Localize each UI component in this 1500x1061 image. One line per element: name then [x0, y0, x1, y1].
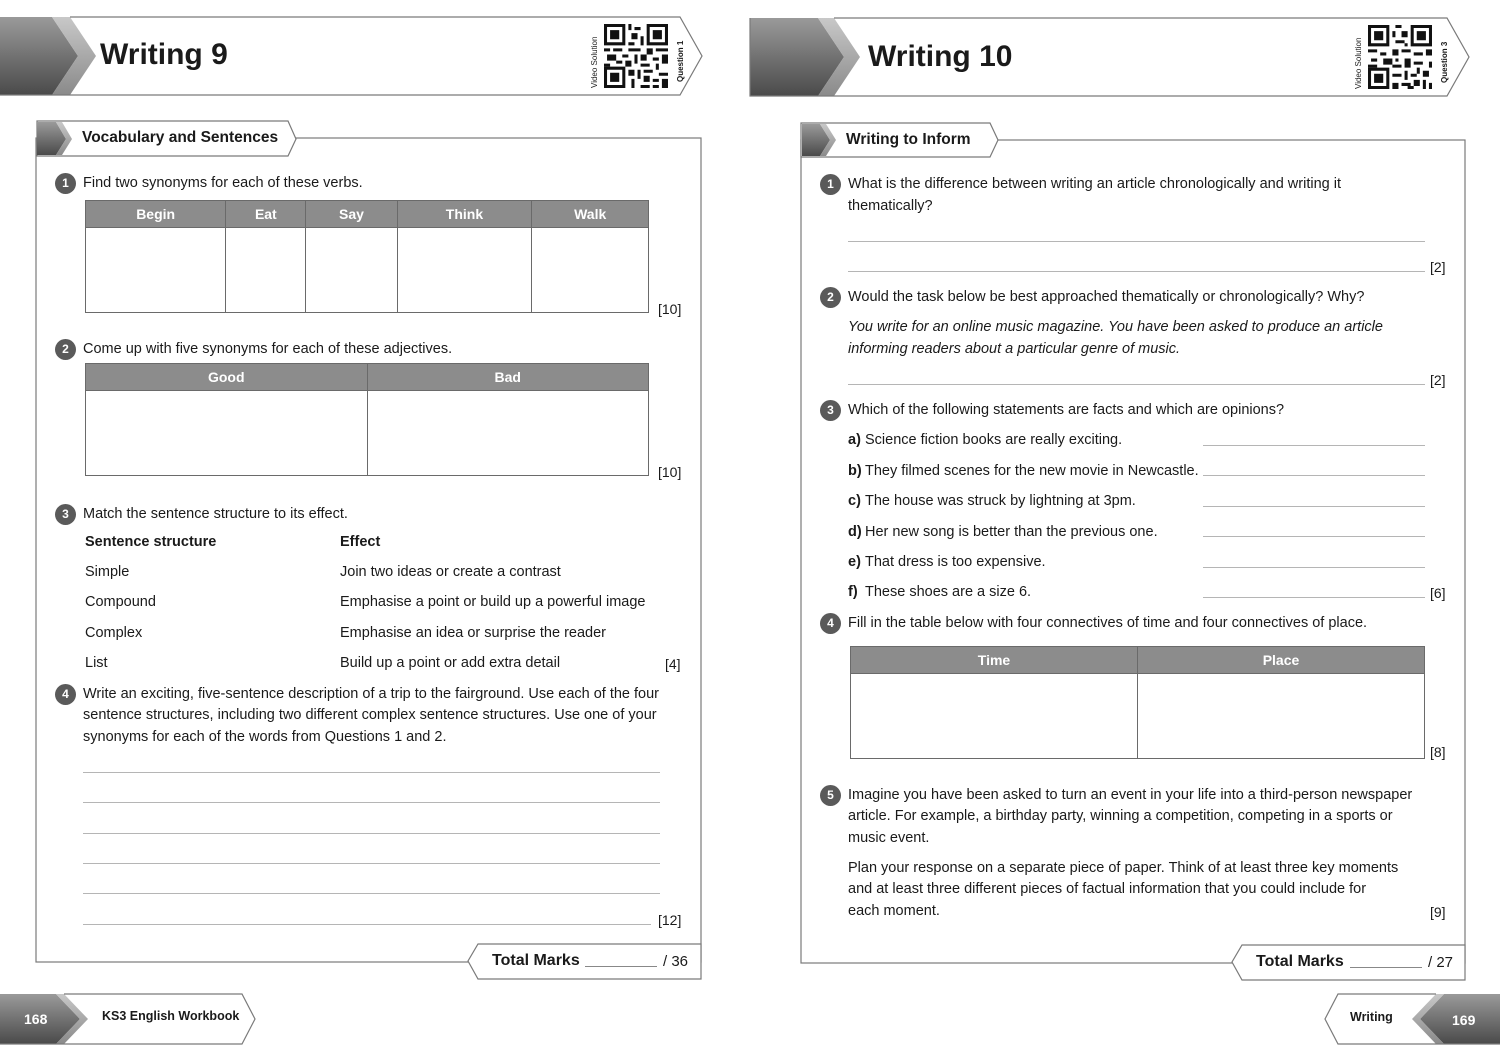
- item-letter: d): [848, 524, 862, 540]
- answer-cell[interactable]: [397, 228, 532, 313]
- page-title: Writing 10: [868, 40, 1013, 73]
- item-letter: e): [848, 554, 861, 570]
- statement-text: That dress is too expensive.: [865, 554, 1046, 570]
- structure-item: Complex: [85, 625, 143, 641]
- effect-item: Emphasise a point or build up a powerful image: [340, 594, 646, 610]
- video-solution-label: Video Solution: [1354, 37, 1363, 89]
- question-number: 2: [820, 287, 841, 308]
- table-header: Good: [86, 364, 368, 391]
- answer-line[interactable]: [1203, 445, 1425, 446]
- question-number: 5: [820, 785, 841, 806]
- question-text: thematically?: [848, 198, 933, 214]
- verbs-table: [85, 200, 649, 313]
- page-title: Writing 9: [100, 38, 228, 71]
- answer-cell[interactable]: [851, 674, 1138, 759]
- statement-text: These shoes are a size 6.: [865, 584, 1032, 600]
- table-header: Think: [397, 201, 532, 228]
- column-heading: Sentence structure: [85, 534, 217, 550]
- page-number: 168: [24, 1011, 48, 1027]
- statement-text: They filmed scenes for the new movie in Newcastle.: [865, 463, 1199, 479]
- question-text: Come up with five synonyms for each of these adjectives.: [83, 341, 453, 357]
- answer-cell[interactable]: [367, 391, 649, 476]
- item-letter: f): [848, 584, 858, 600]
- answer-cell[interactable]: [306, 228, 397, 313]
- answer-line[interactable]: [1203, 506, 1425, 507]
- answer-line[interactable]: [1203, 536, 1425, 537]
- marks-label: [6]: [1430, 585, 1446, 601]
- answer-line[interactable]: [83, 893, 660, 894]
- marks-label: [2]: [1430, 259, 1446, 275]
- question-text: Imagine you have been asked to turn an event in your life into a third-person newspaper: [848, 787, 1413, 803]
- table-header: Say: [306, 201, 397, 228]
- question-tag: Question 1: [676, 40, 685, 82]
- column-heading: Effect: [340, 534, 381, 550]
- marks-label: [12]: [658, 912, 682, 928]
- statement-text: Her new song is better than the previous one.: [865, 524, 1158, 540]
- statement-text: Science fiction books are really exciting.: [865, 432, 1123, 448]
- structure-item: Compound: [85, 594, 156, 610]
- answer-line[interactable]: [83, 924, 651, 925]
- question-tag: Question 3: [1440, 41, 1449, 83]
- question-number: 1: [820, 174, 841, 195]
- total-marks-line[interactable]: [1350, 967, 1422, 968]
- answer-line[interactable]: [848, 271, 1425, 272]
- answer-line[interactable]: [1203, 597, 1425, 598]
- question-text: Find two synonyms for each of these verbs.: [83, 175, 363, 191]
- statement-text: The house was struck by lightning at 3pm.: [865, 493, 1136, 509]
- connectives-table: [850, 646, 1425, 759]
- question-text: synonyms for each of the words from Questions 1 and 2.: [83, 729, 447, 745]
- question-number: 1: [55, 173, 76, 194]
- question-text: Which of the following statements are facts and which are opinions?: [848, 402, 1285, 418]
- item-letter: c): [848, 493, 861, 509]
- question-text: Fill in the table below with four connectives of time and four connectives of place.: [848, 615, 1368, 631]
- marks-label: [10]: [658, 464, 682, 480]
- task-text: informing readers about a particular genre of music.: [848, 341, 1181, 357]
- section-title: Writing to Inform: [846, 131, 971, 148]
- total-marks-label: Total Marks: [492, 952, 580, 969]
- marks-label: [2]: [1430, 372, 1446, 388]
- marks-label: [9]: [1430, 904, 1446, 920]
- qr-code-icon[interactable]: [1368, 24, 1432, 90]
- answer-line[interactable]: [83, 802, 660, 803]
- answer-line[interactable]: [1203, 567, 1425, 568]
- effect-item: Build up a point or add extra detail: [340, 655, 561, 671]
- question-number: 2: [55, 339, 76, 360]
- adjectives-table: [85, 363, 649, 476]
- answer-line[interactable]: [83, 772, 660, 773]
- question-text: each moment.: [848, 903, 940, 919]
- table-header: Bad: [367, 364, 649, 391]
- question-text: Write an exciting, five-sentence description of a trip to the fairground. Use each of the four: [83, 686, 660, 702]
- total-marks-label: Total Marks: [1256, 953, 1344, 970]
- question-number: 3: [55, 504, 76, 525]
- answer-line[interactable]: [83, 833, 660, 834]
- table-header: Eat: [226, 201, 306, 228]
- effect-item: Emphasise an idea or surprise the reader: [340, 625, 606, 641]
- page-number: 169: [1452, 1012, 1476, 1028]
- item-letter: b): [848, 463, 862, 479]
- answer-cell[interactable]: [1138, 674, 1425, 759]
- answer-line[interactable]: [848, 241, 1425, 242]
- qr-code-icon[interactable]: [604, 23, 668, 89]
- structure-item: Simple: [85, 564, 130, 580]
- answer-line[interactable]: [83, 863, 660, 864]
- question-text: Would the task below be best approached thematically or chronologically? Why?: [848, 289, 1365, 305]
- question-text: Plan your response on a separate piece of paper. Think of at least three key moments: [848, 860, 1399, 876]
- question-number: 4: [55, 684, 76, 705]
- question-text: article. For example, a birthday party, winning a competition, competing in a sports or: [848, 808, 1393, 824]
- answer-line[interactable]: [1203, 475, 1425, 476]
- answer-cell[interactable]: [86, 391, 368, 476]
- question-text: Match the sentence structure to its effect.: [83, 506, 348, 522]
- total-marks-value: / 36: [663, 953, 689, 970]
- question-text: and at least three different pieces of factual information that you could include for: [848, 881, 1367, 897]
- marks-label: [4]: [665, 656, 681, 672]
- marks-label: [8]: [1430, 744, 1446, 760]
- total-marks-value: / 27: [1428, 954, 1454, 971]
- total-marks-line[interactable]: [585, 966, 657, 967]
- footer-title: Writing: [1350, 1010, 1393, 1024]
- item-letter: a): [848, 432, 861, 448]
- task-text: You write for an online music magazine. You have been asked to produce an article: [848, 319, 1383, 335]
- table-header: Time: [851, 647, 1138, 674]
- question-text: sentence structures, including two different complex sentence structures. Use one of your: [83, 707, 657, 723]
- question-number: 4: [820, 613, 841, 634]
- video-solution-label: Video Solution: [590, 36, 599, 88]
- question-text: What is the difference between writing an article chronologically and writing it: [848, 176, 1341, 192]
- footer-title: KS3 English Workbook: [102, 1009, 240, 1023]
- question-number: 3: [820, 400, 841, 421]
- effect-item: Join two ideas or create a contrast: [340, 564, 561, 580]
- table-header: Walk: [532, 201, 649, 228]
- question-text: music event.: [848, 830, 930, 846]
- answer-cell[interactable]: [226, 228, 306, 313]
- answer-cell[interactable]: [532, 228, 649, 313]
- table-header: Begin: [86, 201, 226, 228]
- marks-label: [10]: [658, 301, 682, 317]
- answer-cell[interactable]: [86, 228, 226, 313]
- table-header: Place: [1138, 647, 1425, 674]
- answer-line[interactable]: [848, 384, 1425, 385]
- section-title: Vocabulary and Sentences: [82, 129, 279, 146]
- structure-item: List: [85, 655, 108, 671]
